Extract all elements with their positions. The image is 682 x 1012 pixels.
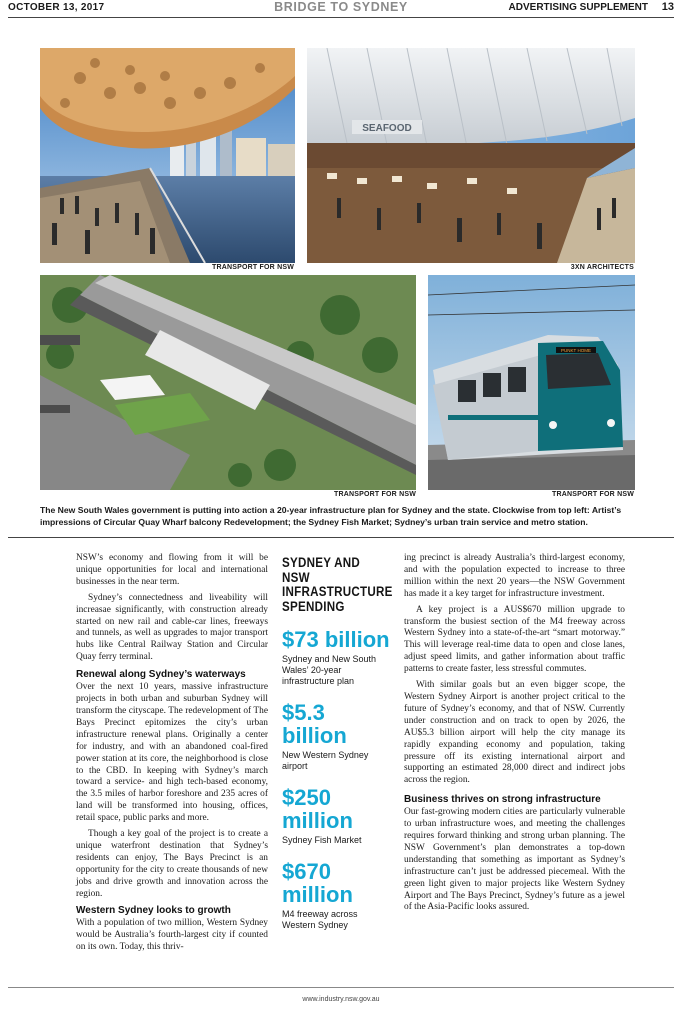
stat-amount: $5.3 billion — [282, 700, 347, 748]
col1-paragraph-1: NSW’s economy and flowing from it will be unique opportunities for local and international businesses in the near term. — [76, 553, 268, 587]
metro-station-illustration — [40, 275, 416, 490]
page-number: 13 — [661, 1, 674, 13]
stat-item — [282, 860, 390, 931]
metro-train-illustration — [428, 275, 635, 490]
stat-description: M4 freeway across Western Sydney — [282, 909, 358, 930]
subhead-renewal: Renewal along Sydney’s waterways — [76, 669, 246, 681]
article-column-3 — [404, 553, 625, 914]
photo-metro-station — [40, 275, 416, 490]
col3-paragraph-1: ing precinct is already Australia’s third-largest economy, and with the population expected to increase to three million within the next 20 years—the NSW Government has made it a key target for infrastructure investment. — [404, 553, 625, 599]
col3-paragraph-3: With similar goals but an even bigger scope, the Western Sydney Airport is another project critical to the future of Sydney’s economy, and that of NSW. Currently under construction and on track to open by 2026, the AU$5.3 billion airport will help the city manage its rapidly expanding economy and population, taking pressure off its existing international airport and supporting an estimated 28,000 direct and indirect jobs across the region. — [404, 680, 625, 786]
stat-item — [282, 786, 390, 846]
col1-paragraph-3: Over the next 10 years, massive infrastructure projects in both urban and suburban Sydney will transform the cityscape. The redevelopment of The Bays Precinct epitomizes the city’s urban infrastructure renewal plans. Originally a center for industry, and with an abandoned coal-fired power station at its core, the neighborhood is close to the CBD. In keeping with Sydney’s march toward a service- and high tech-based economy, the 3.5 miles of harbor foreshore and 235 acres of land will be transformed into housing, offices, retail space, public parks and more. — [76, 682, 268, 824]
photo-metro-train — [428, 275, 635, 490]
photo-caption: The New South Wales government is putting into action a 20-year infrastructure plan for Sydney and the state. Clockwise from top left: Artist’s impressions of Circular Quay Wharf balcony Redevelopment; the Sydney Fish Market; Sydney’s urban train service and metro station. — [40, 505, 622, 527]
train-destination-sign: PUNKT HOME — [561, 348, 591, 353]
photo-credit-3: TRANSPORT FOR NSW — [334, 491, 416, 498]
photo-credit-2: 3XN ARCHITECTS — [570, 264, 634, 271]
photo-credit-4: TRANSPORT FOR NSW — [552, 491, 634, 498]
footer-divider — [8, 987, 674, 988]
subhead-business: Business thrives on strong infrastructure — [404, 794, 601, 806]
issue-date: OCTOBER 13, 2017 — [8, 2, 105, 13]
fish-market-illustration — [307, 48, 635, 263]
stat-amount: $73 billion — [282, 627, 390, 652]
photo-fish-market — [307, 48, 635, 263]
stat-description: Sydney Fish Market — [282, 835, 362, 845]
article-column-1 — [76, 553, 268, 954]
col1-paragraph-2: Sydney’s connectedness and liveability will increasae significantly, with construction already started on new rail and cable-car lines, freeways and tunnels, as well as upgrades to major transport hubs like Central Railway Station and Circular Quay ferry terminal. — [76, 592, 268, 663]
stat-amount: $250 million — [282, 785, 353, 833]
footer-url[interactable]: www.industry.nsw.gov.au — [302, 996, 380, 1003]
col1-paragraph-5: With a population of two million, Western Sydney would be Australia’s fourth-largest city if counted on its own. Today, this thriv- — [76, 918, 268, 953]
col3-paragraph-2: A key project is a AUS$670 million upgrade to transform the busiest section of the M4 freeway across Western Sydney into a state-of-the-art “smart motorway.” This will leverage real-time data to open and close lanes, adjust speed limits, and gather information about traffic patterns to create faster, less stressful commutes. — [404, 604, 625, 675]
supplement-label: ADVERTISING SUPPLEMENT — [508, 2, 648, 13]
fish-market-sign: SEAFOOD — [362, 123, 412, 134]
caption-divider — [8, 537, 674, 538]
sidebar-title: SYDNEY AND NSW INFRASTRUCTURE SPENDING — [282, 555, 393, 614]
col1-paragraph-4: Though a key goal of the project is to create a unique waterfront destination that Sydney’s residents can enjoy, The Bays Precinct is an opportunity for the city to create thousands of new jobs and drive growth and innovation across the region. — [76, 829, 268, 899]
stat-amount: $670 million — [282, 859, 353, 907]
stat-item — [282, 628, 390, 687]
photo-circular-quay — [40, 48, 295, 263]
header-divider — [8, 17, 674, 18]
col3-paragraph-4: Our fast-growing modern cities are particularly vulnerable to urban infrastructure woes, and meeting the challenges requires forward thinking and strong urban planning. The NSW Government’s plan demonstrates a top-down understanding that something as important as Sydney’s infrastructure can’t just be addressed piecemeal. With the green light given to major projects like Western Sydney Airport and The Bays Precinct, Sydney’s future as a jewel of the Asia-Pacific looks assured. — [404, 807, 625, 913]
photo-credit-1: TRANSPORT FOR NSW — [212, 264, 294, 271]
subhead-western-sydney: Western Sydney looks to growth — [76, 905, 231, 917]
circular-quay-illustration — [40, 48, 295, 263]
stat-description: New Western Sydney airport — [282, 750, 369, 771]
stat-description: Sydney and New South Wales’ 20-year infrastructure plan — [282, 654, 377, 686]
section-title: BRIDGE TO SYDNEY — [274, 0, 408, 14]
spending-sidebar — [282, 555, 393, 931]
stat-item — [282, 701, 390, 772]
